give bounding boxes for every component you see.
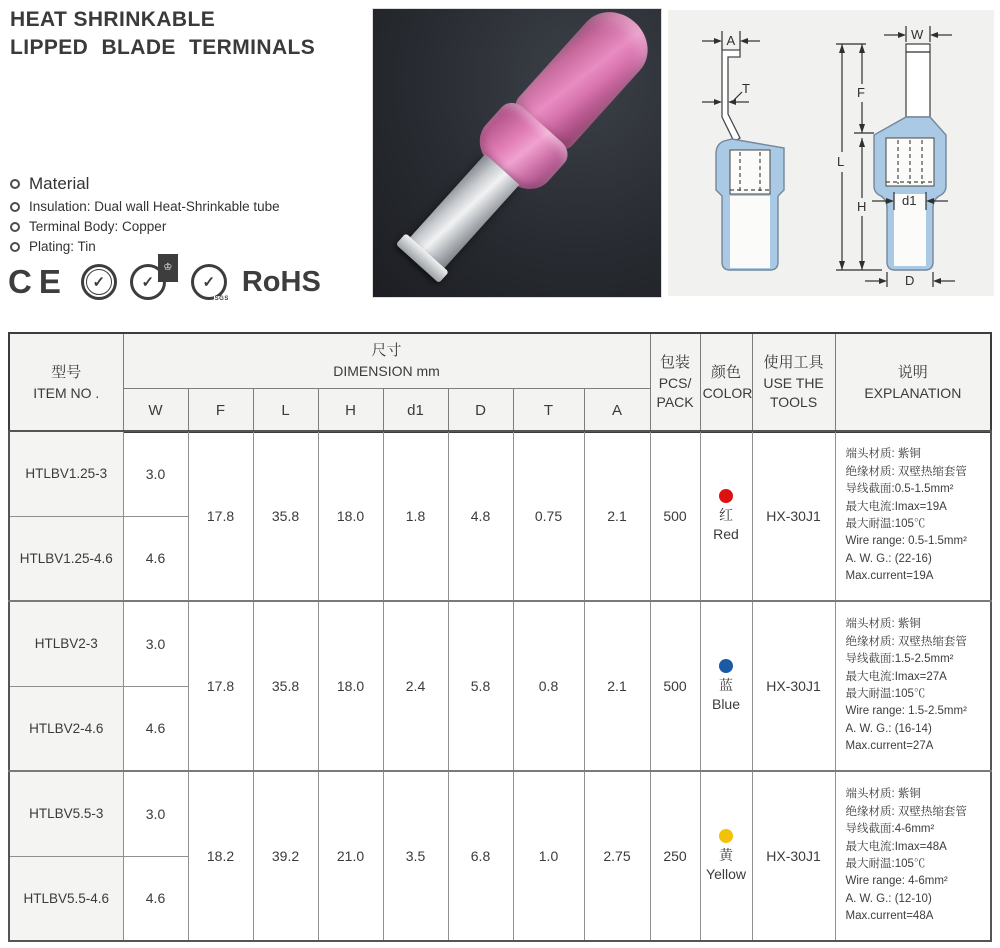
col-header-w: W — [123, 389, 188, 433]
col-header-color — [700, 333, 752, 432]
explanation-line: A. W. G.: (16-14) — [845, 722, 932, 735]
explanation-line: Max.current=48A — [845, 910, 934, 923]
explanation-line: 导线截面:0.5-1.5mm² — [845, 483, 954, 496]
col-header-color-zh: 颜色 — [711, 363, 742, 381]
dim-w-cell: 3.0 — [123, 431, 188, 516]
color-name-zh: 黄 — [719, 846, 733, 863]
dim-label-a: A — [726, 33, 736, 48]
sgs-check-badge-icon — [191, 264, 227, 300]
spec-table-header — [8, 332, 992, 433]
col-header-color-en: COLOR — [702, 384, 753, 401]
col-header-d: D — [448, 389, 513, 433]
col-header-f: F — [188, 389, 253, 433]
explanation-cell — [835, 431, 991, 601]
bullet-icon — [10, 242, 20, 252]
col-header-pack-en2: PACK — [656, 394, 694, 411]
explanation-line: Max.current=19A — [845, 570, 934, 583]
item-no-cell: HTLBV1.25-3 — [9, 431, 123, 516]
col-header-item — [9, 333, 123, 432]
page-title-line1: HEAT SHRINKABLE — [10, 8, 216, 31]
dim-label-h: H — [857, 199, 867, 214]
material-heading: Material — [29, 174, 90, 193]
dim-h-cell: 18.0 — [318, 601, 383, 771]
col-header-pack — [650, 333, 700, 432]
color-name-en: Yellow — [706, 865, 746, 882]
bullet-icon — [10, 202, 20, 212]
material-item-body: Terminal Body: Copper — [29, 219, 167, 234]
col-header-h: H — [318, 389, 383, 433]
explanation-cell — [835, 771, 991, 941]
explanation-line: 最大耐温:105℃ — [845, 858, 926, 870]
color-dot-icon — [719, 659, 733, 673]
col-header-a: A — [584, 389, 650, 433]
explanation-line: Wire range: 4-6mm² — [845, 875, 948, 888]
explanation-line: 最大耐温:105℃ — [845, 518, 926, 530]
check-icon: ✓ — [141, 274, 155, 291]
color-name-zh: 蓝 — [719, 676, 733, 693]
explanation-line: 绝缘材质: 双壁热缩套管 — [845, 635, 967, 648]
dim-a-cell: 2.75 — [584, 771, 650, 941]
product-photo — [372, 8, 662, 298]
explanation-line: 最大耐温:105℃ — [845, 688, 926, 700]
rohs-mark: RoHS — [241, 265, 321, 298]
explanation-line: 绝缘材质: 双壁热缩套管 — [845, 805, 967, 818]
badge-ring — [86, 269, 112, 295]
page-title-line2: LIPPED BLADE TERMINALS — [10, 35, 316, 59]
iso-ukas-badge-icon — [130, 264, 178, 300]
dim-a-cell: 2.1 — [584, 431, 650, 601]
dim-label-l: L — [837, 154, 845, 169]
col-header-d1: d1 — [383, 389, 448, 433]
bullet-icon — [10, 179, 20, 189]
dim-label-w: W — [911, 27, 924, 42]
color-cell — [700, 431, 752, 601]
dim-d-cell: 5.8 — [448, 601, 513, 771]
explanation-line: A. W. G.: (12-10) — [845, 892, 932, 905]
col-header-explanation — [835, 333, 991, 432]
terminal-side-view-diagram — [682, 14, 817, 290]
item-no-cell: HTLBV2-4.6 — [9, 686, 123, 771]
tool-cell: HX-30J1 — [752, 601, 835, 771]
dimension-diagram-panel — [668, 10, 994, 296]
dim-w-cell: 3.0 — [123, 771, 188, 856]
dim-d1-cell: 2.4 — [383, 601, 448, 771]
pack-cell: 250 — [650, 771, 700, 941]
dim-d1-cell: 1.8 — [383, 431, 448, 601]
material-item-plating: Plating: Tin — [29, 239, 96, 254]
material-section — [10, 174, 280, 259]
col-header-tools-zh: 使用工具 — [763, 354, 824, 372]
dim-label-d: D — [905, 273, 915, 288]
terminal-front-view-diagram — [820, 14, 1000, 294]
dim-f-cell: 18.2 — [188, 771, 253, 941]
check-icon: ✓ — [92, 274, 106, 291]
material-item-row — [10, 219, 280, 234]
col-header-pack-en1: PCS/ — [658, 374, 692, 391]
dim-t-cell: 1.0 — [513, 771, 584, 941]
col-header-dimension-zh: 尺寸 — [371, 342, 402, 360]
dim-h-cell: 21.0 — [318, 771, 383, 941]
dim-w-cell: 4.6 — [123, 856, 188, 941]
explanation-line: 导线截面:1.5-2.5mm² — [845, 653, 954, 666]
dim-d-cell: 6.8 — [448, 771, 513, 941]
item-no-cell: HTLBV1.25-4.6 — [9, 516, 123, 601]
item-no-cell: HTLBV5.5-4.6 — [9, 856, 123, 941]
col-header-pack-zh: 包装 — [660, 354, 691, 372]
color-cell — [700, 601, 752, 771]
dim-l-cell: 35.8 — [253, 431, 318, 601]
certification-row — [8, 260, 321, 304]
tool-cell: HX-30J1 — [752, 431, 835, 601]
dim-w-cell: 3.0 — [123, 601, 188, 686]
color-dot-icon — [719, 829, 733, 843]
col-header-dimension — [123, 333, 650, 389]
explanation-line: 导线截面:4-6mm² — [845, 823, 935, 836]
color-cell — [700, 771, 752, 941]
col-header-explanation-zh: 说明 — [897, 363, 928, 381]
dim-d-cell: 4.8 — [448, 431, 513, 601]
table-row — [9, 431, 991, 516]
explanation-line: Wire range: 0.5-1.5mm² — [845, 535, 967, 548]
dim-d1-cell: 3.5 — [383, 771, 448, 941]
dim-f-cell: 17.8 — [188, 601, 253, 771]
explanation-line: 端头材质: 紫铜 — [845, 618, 921, 631]
dim-h-cell: 18.0 — [318, 431, 383, 601]
ukas-crown-icon: ♔ — [158, 254, 178, 282]
dim-t-cell: 0.75 — [513, 431, 584, 601]
col-header-tools-en: USE THE TOOLS — [763, 374, 824, 411]
dim-l-cell: 35.8 — [253, 601, 318, 771]
dim-l-cell: 39.2 — [253, 771, 318, 941]
bullet-icon — [10, 222, 20, 232]
col-header-t: T — [513, 389, 584, 433]
dim-t-cell: 0.8 — [513, 601, 584, 771]
table-row — [9, 601, 991, 686]
explanation-line: A. W. G.: (22-16) — [845, 552, 932, 565]
explanation-line: 绝缘材质: 双壁热缩套管 — [845, 465, 967, 478]
spec-table-body — [8, 430, 992, 942]
explanation-line: 端头材质: 紫铜 — [845, 788, 921, 801]
dim-a-cell: 2.1 — [584, 601, 650, 771]
dim-label-t: T — [742, 81, 750, 96]
dim-w-cell: 4.6 — [123, 516, 188, 601]
pack-cell: 500 — [650, 601, 700, 771]
explanation-line: 最大电流:Imax=48A — [845, 840, 947, 853]
tool-cell: HX-30J1 — [752, 771, 835, 941]
explanation-line: 最大电流:Imax=27A — [845, 670, 947, 683]
color-name-en: Blue — [711, 695, 741, 712]
item-no-cell: HTLBV2-3 — [9, 601, 123, 686]
material-item-insulation: Insulation: Dual wall Heat-Shrinkable tube — [29, 199, 280, 214]
material-item-row — [10, 239, 280, 254]
check-icon: ✓ — [202, 274, 216, 291]
explanation-line: 最大电流:Imax=19A — [845, 500, 947, 513]
explanation-line: Wire range: 1.5-2.5mm² — [845, 705, 967, 718]
page-title — [10, 6, 315, 61]
dim-label-d1: d1 — [902, 193, 917, 208]
intertek-check-badge-icon — [81, 264, 117, 300]
explanation-cell — [835, 601, 991, 771]
item-no-cell: HTLBV5.5-3 — [9, 771, 123, 856]
iso-check-badge-icon — [130, 264, 166, 300]
explanation-line: 端头材质: 紫铜 — [845, 448, 921, 461]
col-header-tools — [752, 333, 835, 432]
col-header-item-en: ITEM NO . — [33, 384, 100, 401]
terminal-image — [372, 8, 662, 298]
dim-f-cell: 17.8 — [188, 431, 253, 601]
col-header-explanation-en: EXPLANATION — [864, 384, 962, 401]
sgs-label: SGS — [214, 296, 229, 302]
color-name-zh: 红 — [719, 506, 733, 523]
color-name-en: Red — [713, 525, 739, 542]
pack-cell: 500 — [650, 431, 700, 601]
dim-w-cell: 4.6 — [123, 686, 188, 771]
dim-label-f: F — [857, 85, 865, 100]
col-header-dimension-en: DIMENSION mm — [333, 363, 440, 380]
col-header-l: L — [253, 389, 318, 433]
ce-mark-icon: CE — [8, 263, 68, 300]
col-header-item-zh: 型号 — [51, 363, 82, 381]
material-heading-row — [10, 174, 280, 194]
explanation-line: Max.current=27A — [845, 740, 934, 753]
color-dot-icon — [719, 489, 733, 503]
table-row — [9, 771, 991, 856]
material-item-row — [10, 199, 280, 214]
